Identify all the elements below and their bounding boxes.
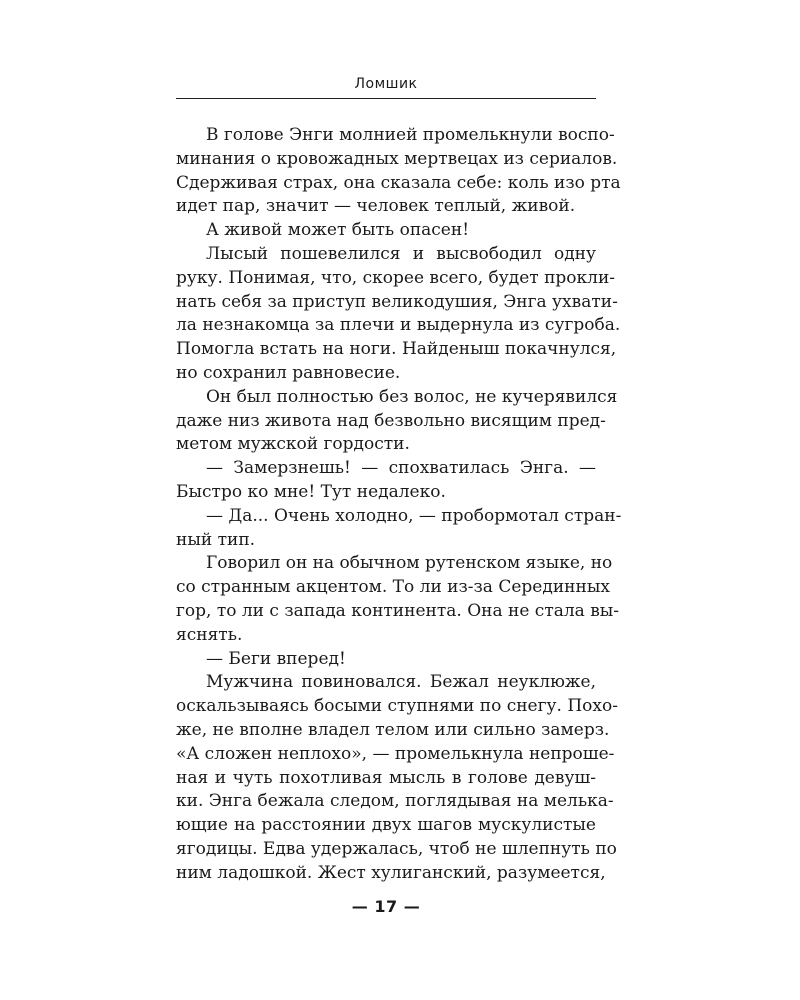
page-number: — 17 — xyxy=(351,897,421,916)
text-line: ним ладошкой. Жест хулиганский, разумеется, xyxy=(176,862,606,883)
text-line: ягодицы. Едва удержалась, чтоб не шлепнуть по xyxy=(176,838,617,859)
text-line: Сдерживая страх, она сказала себе: коль изо рта xyxy=(176,172,621,193)
header-rule xyxy=(176,98,596,99)
text-line: ла незнакомца за плечи и выдернула из сугроба. xyxy=(176,315,621,336)
text-line: со странным акцентом. То ли из-за Серединных xyxy=(176,577,610,598)
text-line: же, не вполне владел телом или сильно замерз. xyxy=(176,719,610,740)
body-text xyxy=(176,124,622,886)
text-line: руку. Понимая, что, скорее всего, будет прокли- xyxy=(176,267,616,288)
text-line: ющие на расстоянии двух шагов мускулистые xyxy=(176,815,596,836)
text-line: Он был полностью без волос, не кучерявился xyxy=(206,386,618,407)
text-line: нать себя за приступ великодушия, Энга ухвати- xyxy=(176,291,618,312)
text-line: Лысый пошевелился и высвободил одну xyxy=(206,243,596,264)
text-line: ки. Энга бежала следом, поглядывая на мелька- xyxy=(176,791,614,812)
text-line: ный тип. xyxy=(176,529,256,550)
text-line: оскальзываясь босыми ступнями по снегу. Похо- xyxy=(176,696,618,717)
text-line: А живой может быть опасен! xyxy=(206,220,470,241)
text-line: ная и чуть похотливая мысль в голове девуш- xyxy=(176,767,596,788)
text-line: но сохранил равновесие. xyxy=(176,362,401,383)
text-line: — Да... Очень холодно, — пробормотал стран- xyxy=(206,505,622,526)
text-line: яснять. xyxy=(176,624,243,645)
text-line: Быстро ко мне! Тут недалеко. xyxy=(176,481,446,502)
text-line: даже низ живота над безвольно висящим пред- xyxy=(176,410,606,431)
text-line: метом мужской гордости. xyxy=(176,434,410,455)
text-line: «А сложен неплохо», — промелькнула непроше- xyxy=(176,743,615,764)
text-line: Помогла встать на ноги. Найденыш покачнулся, xyxy=(176,339,617,360)
text-line: минания о кровожадных мертвецах из сериалов. xyxy=(176,148,618,169)
text-line: В голове Энги молнией промелькнули воспо- xyxy=(206,125,615,145)
text-line: гор, то ли с запада континента. Она не стала вы- xyxy=(176,600,620,621)
text-line: Говорил он на обычном рутенском языке, но xyxy=(206,553,613,574)
text-line: идет пар, значит — человек теплый, живой. xyxy=(176,196,576,217)
text-line: — Замерзнешь! — спохватилась Энга. — xyxy=(206,458,596,479)
text-line: — Беги вперед! xyxy=(206,648,346,669)
running-title: Ломшик xyxy=(354,76,418,92)
text-line: Мужчина повиновался. Бежал неуклюже, xyxy=(206,672,596,693)
